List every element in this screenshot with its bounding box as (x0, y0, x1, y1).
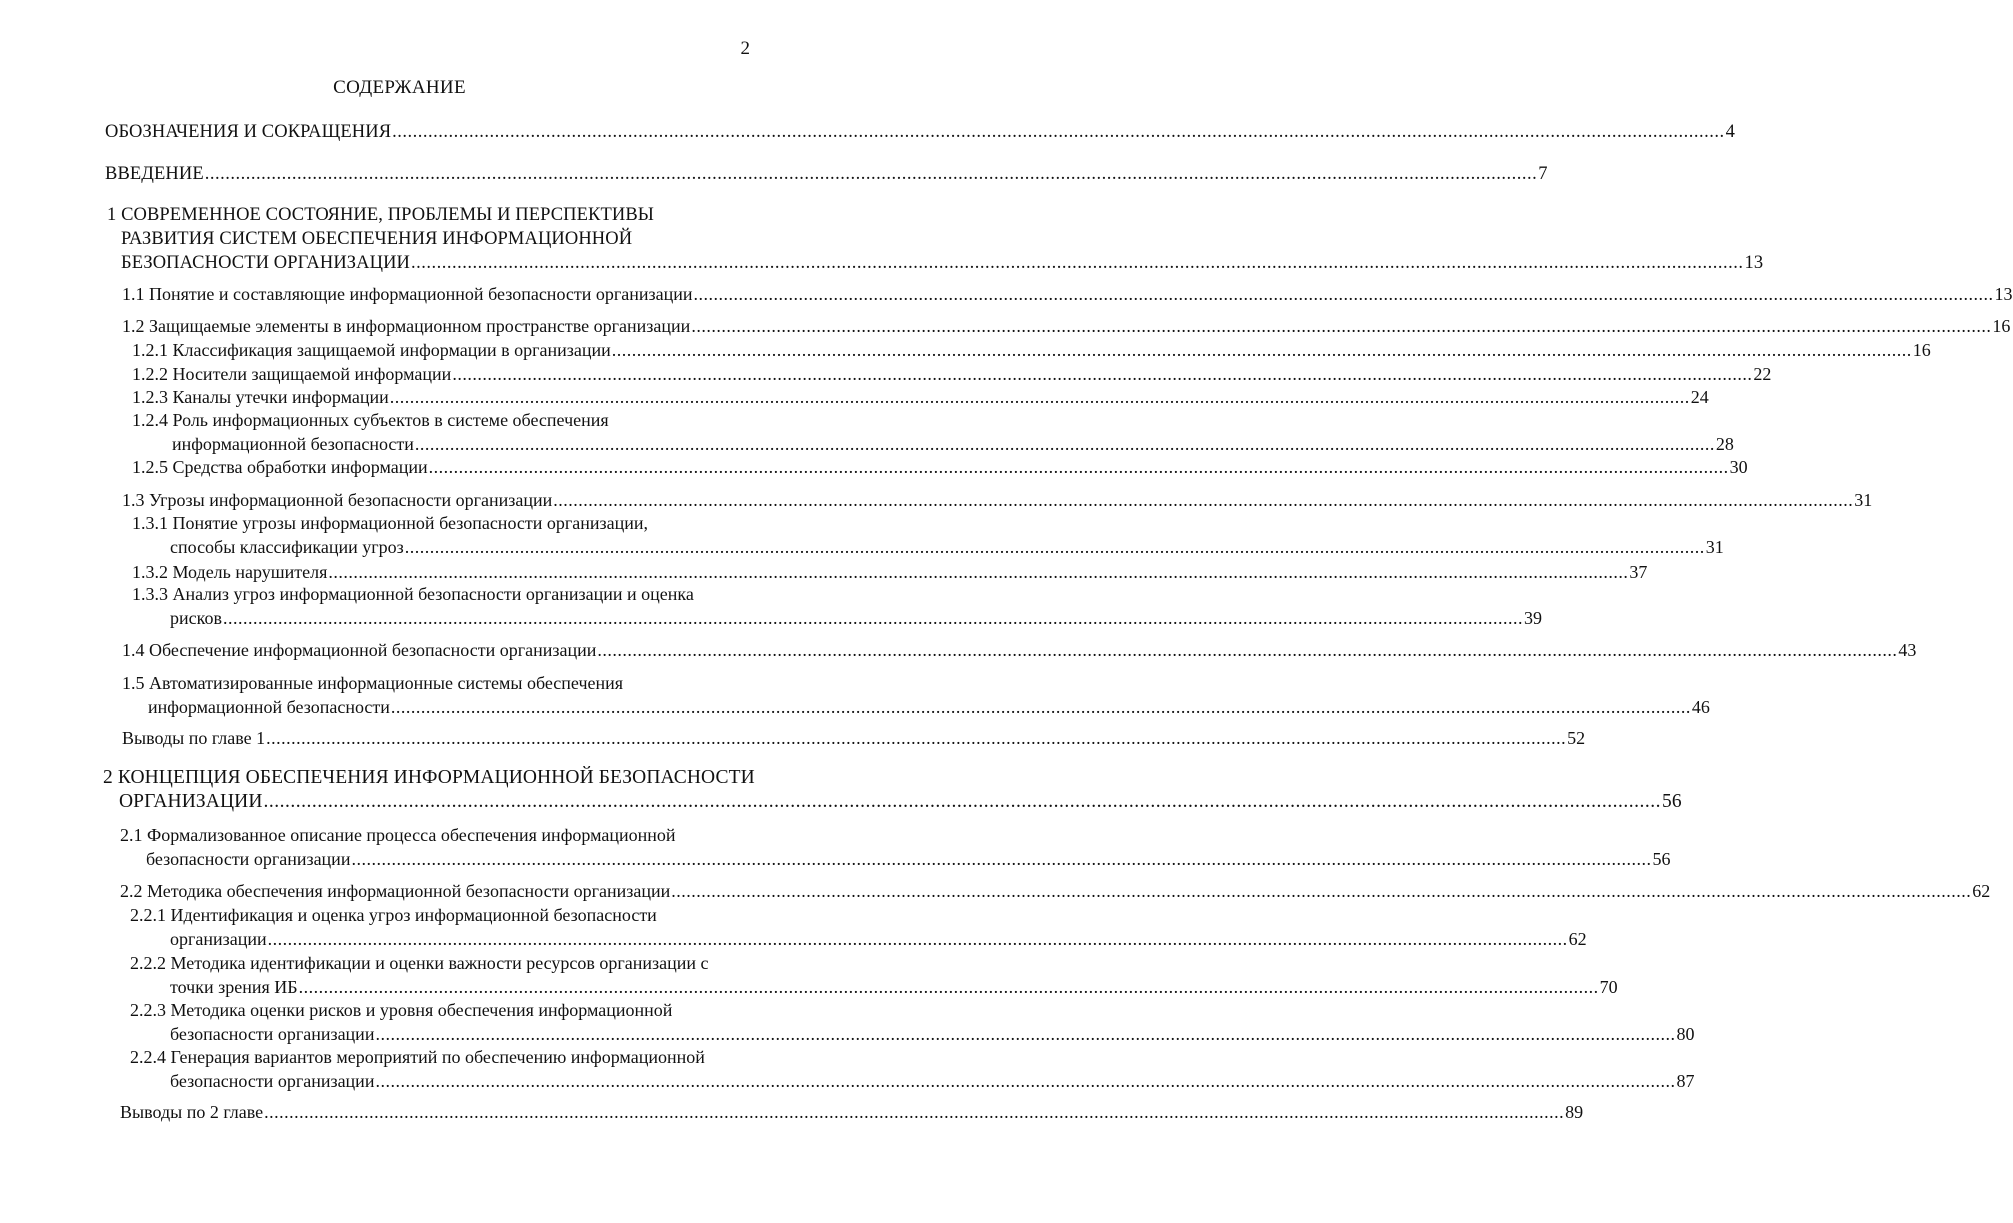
toc-line (122, 282, 2013, 306)
toc-entry (105, 162, 1548, 186)
toc-entry-text: 1.2.4 Роль информационных субъектов в системе обеспечения (132, 410, 609, 430)
toc-entry (130, 1045, 1695, 1093)
toc-entry-text: ВВЕДЕНИЕ (105, 164, 204, 184)
toc-line (122, 671, 753, 695)
dot-leader: .................................................................................................................................................................................................................................................................... (375, 1024, 1676, 1044)
toc-line (103, 790, 1682, 814)
dot-leader: .................................................................................................................................................................................................................................................................... (404, 537, 1705, 557)
toc-line (122, 314, 2011, 338)
toc-page-number: 39 (1523, 608, 1542, 628)
toc-entry-text: 1.2.5 Средства обработки информации (132, 457, 428, 477)
toc-line (132, 408, 753, 432)
toc-entry (122, 638, 1917, 662)
toc-entry-text: 2.2.3 Методика оценки рисков и уровня обеспечения информационной (130, 1000, 673, 1020)
toc-entry (132, 385, 1709, 409)
toc-page-number: 13 (1994, 284, 2013, 304)
toc-entry (105, 120, 1735, 144)
page-title: СОДЕРЖАНИЕ (333, 77, 466, 98)
toc-page-number: 62 (1568, 929, 1587, 949)
toc-entry-text: ОБОЗНАЧЕНИЯ И СОКРАЩЕНИЯ (105, 122, 392, 142)
toc-line (132, 582, 753, 606)
toc-entry (122, 726, 1586, 750)
toc-entry (130, 951, 1618, 999)
toc-entry (132, 582, 1542, 630)
toc-entry-text: 1.3.1 Понятие угрозы информационной безопасности организации, (132, 513, 649, 533)
toc-page-number: 52 (1567, 728, 1586, 748)
toc-line (132, 385, 1709, 409)
toc-entry-text: Выводы по главе 1 (122, 728, 266, 748)
dot-leader: .................................................................................................................................................................................................................................................................... (266, 728, 1567, 748)
toc-entry (122, 488, 1873, 512)
toc-entry-text: 1.2.2 Носители защищаемой информации (132, 364, 452, 384)
toc-entry-text: РАЗВИТИЯ СИСТЕМ ОБЕСПЕЧЕНИЯ ИНФОРМАЦИОННОЙ (121, 229, 633, 249)
toc-line (132, 535, 1724, 559)
toc-entry-text: способы классификации угроз (170, 537, 404, 557)
dot-leader: .................................................................................................................................................................................................................................................................... (671, 881, 1972, 901)
dot-leader: .................................................................................................................................................................................................................................................................... (414, 434, 1715, 454)
toc-line (130, 927, 1587, 951)
toc-entry (120, 879, 1991, 903)
toc-entry-text: 1.5 Автоматизированные информационные системы обеспечения (122, 673, 624, 693)
toc-page-number: 16 (1912, 340, 1931, 360)
toc-line (130, 951, 753, 975)
toc-entry-text: 1.2.1 Классификация защищаемой информации в организации (132, 340, 611, 360)
toc-page-number: 80 (1676, 1024, 1695, 1044)
toc-page-number: 4 (1725, 122, 1735, 142)
toc-page-number: 70 (1599, 977, 1618, 997)
toc-page-number: 62 (1972, 881, 1991, 901)
toc-entry-text: 1 СОВРЕМЕННОЕ СОСТОЯНИЕ, ПРОБЛЕМЫ И ПЕРСПЕКТИВЫ (107, 205, 655, 225)
toc-entry-text: 2.2.2 Методика идентификации и оценки важности ресурсов организации с (130, 953, 709, 973)
toc-entry-text: информационной безопасности (148, 697, 390, 717)
toc-line (107, 227, 753, 251)
toc-page-number: 37 (1629, 562, 1648, 582)
dot-leader: .................................................................................................................................................................................................................................................................... (691, 316, 1992, 336)
page-number: 2 (740, 38, 750, 59)
toc-entry-text: безопасности организации (170, 1024, 375, 1044)
toc-page-number: 31 (1854, 490, 1873, 510)
toc-entry (120, 823, 1671, 871)
dot-leader: .................................................................................................................................................................................................................................................................... (553, 490, 1854, 510)
toc-page-number: 89 (1565, 1102, 1584, 1122)
toc-page-number: 7 (1538, 164, 1548, 184)
toc-line (120, 847, 1671, 871)
toc-line (130, 1045, 753, 1069)
toc-line (132, 511, 753, 535)
toc-line (107, 251, 1764, 275)
toc-entry-text: информационной безопасности (172, 434, 414, 454)
toc-entry (132, 408, 1734, 456)
toc-entry-text: 2.2.1 Идентификация и оценка угроз информационной безопасности (130, 905, 657, 925)
toc-entry-text: 1.4 Обеспечение информационной безопасности организации (122, 640, 597, 660)
toc-entry-text: 2.2 Методика обеспечения информационной безопасности организации (120, 881, 671, 901)
toc-line (130, 998, 753, 1022)
toc-line (120, 1100, 1584, 1124)
toc-entry-text: 1.1 Понятие и составляющие информационной безопасности организации (122, 284, 693, 304)
toc-entry (107, 203, 1764, 275)
toc-entry-text: организации (170, 929, 267, 949)
toc-line (120, 823, 753, 847)
toc-entry (132, 511, 1724, 559)
toc-entry-text: БЕЗОПАСНОСТИ ОРГАНИЗАЦИИ (121, 253, 411, 273)
toc-entry (132, 455, 1748, 479)
toc-line (122, 695, 1710, 719)
toc-entry (122, 671, 1710, 719)
dot-leader: .................................................................................................................................................................................................................................................................... (693, 284, 1994, 304)
toc-line (122, 488, 1873, 512)
toc-line (122, 638, 1917, 662)
dot-leader: .................................................................................................................................................................................................................................................................... (452, 364, 1753, 384)
dot-leader: .................................................................................................................................................................................................................................................................... (411, 253, 1744, 273)
toc-line (130, 1069, 1695, 1093)
toc-entry-text: 1.3.3 Анализ угроз информационной безопасности организации и оценка (132, 584, 694, 604)
toc-entry-text: безопасности организации (170, 1071, 375, 1091)
dot-leader: .................................................................................................................................................................................................................................................................... (390, 697, 1691, 717)
toc-page-number: 28 (1715, 434, 1734, 454)
dot-leader: .................................................................................................................................................................................................................................................................... (611, 340, 1912, 360)
dot-leader: .................................................................................................................................................................................................................................................................... (375, 1071, 1676, 1091)
toc-page-number: 22 (1753, 364, 1772, 384)
dot-leader: .................................................................................................................................................................................................................................................................... (428, 457, 1729, 477)
toc-page-number: 56 (1662, 791, 1682, 812)
dot-leader: .................................................................................................................................................................................................................................................................... (204, 164, 1538, 184)
toc-entry-text: 1.3 Угрозы информационной безопасности организации (122, 490, 553, 510)
toc-entry (122, 314, 2011, 338)
toc-entry (103, 766, 1682, 814)
toc-line (130, 1022, 1695, 1046)
dot-leader: .................................................................................................................................................................................................................................................................... (597, 640, 1898, 660)
toc-line (132, 455, 1748, 479)
toc-entry (130, 998, 1695, 1046)
toc-entry (132, 362, 1772, 386)
toc-entry (130, 903, 1587, 951)
toc-entry-text: 2 КОНЦЕПЦИЯ ОБЕСПЕЧЕНИЯ ИНФОРМАЦИОННОЙ БЕЗОПАСНОСТИ (103, 767, 755, 788)
toc-line (132, 606, 1542, 630)
toc-line (103, 766, 753, 790)
toc-page-number: 24 (1690, 387, 1709, 407)
toc-entry-text: точки зрения ИБ (170, 977, 298, 997)
dot-leader: .................................................................................................................................................................................................................................................................... (298, 977, 1599, 997)
toc-entry-text: 1.2.3 Каналы утечки информации (132, 387, 389, 407)
toc-entry-text: 2.2.4 Генерация вариантов мероприятий по обеспечению информационной (130, 1047, 705, 1067)
toc-entry (132, 560, 1648, 584)
toc-page-number: 13 (1744, 253, 1764, 273)
toc-entry-text: Выводы по 2 главе (120, 1102, 264, 1122)
toc-page-number: 30 (1729, 457, 1748, 477)
dot-leader: .................................................................................................................................................................................................................................................................... (328, 562, 1629, 582)
toc-page-number: 43 (1898, 640, 1917, 660)
toc-entry-text: рисков (170, 608, 222, 628)
dot-leader: .................................................................................................................................................................................................................................................................... (264, 1102, 1565, 1122)
toc-page-number: 31 (1705, 537, 1724, 557)
toc-line (120, 879, 1991, 903)
toc-line (107, 203, 753, 227)
toc-entry (120, 1100, 1584, 1124)
toc-line (132, 432, 1734, 456)
toc-entry-text: 1.2 Защищаемые элементы в информационном пространстве организации (122, 316, 691, 336)
toc-entry-text: 1.3.2 Модель нарушителя (132, 562, 328, 582)
toc-page-number: 87 (1676, 1071, 1695, 1091)
dot-leader: .................................................................................................................................................................................................................................................................... (267, 929, 1568, 949)
dot-leader: .................................................................................................................................................................................................................................................................... (263, 791, 1662, 812)
toc-entry (122, 282, 2013, 306)
dot-leader: .................................................................................................................................................................................................................................................................... (389, 387, 1690, 407)
toc-entry-text: 2.1 Формализованное описание процесса обеспечения информационной (120, 825, 676, 845)
dot-leader: .................................................................................................................................................................................................................................................................... (351, 849, 1652, 869)
toc-entry-text: ОРГАНИЗАЦИИ (119, 791, 263, 812)
toc-page-number: 46 (1691, 697, 1710, 717)
dot-leader: .................................................................................................................................................................................................................................................................... (222, 608, 1523, 628)
toc-line (105, 162, 1548, 186)
dot-leader: .................................................................................................................................................................................................................................................................... (392, 122, 1725, 142)
toc-page-number: 16 (1992, 316, 2011, 336)
toc-line (130, 903, 753, 927)
toc-line (132, 560, 1648, 584)
toc-line (105, 120, 1735, 144)
toc-line (130, 975, 1618, 999)
toc-line (132, 362, 1772, 386)
toc-page-number: 56 (1652, 849, 1671, 869)
toc-entry (132, 338, 1931, 362)
toc-line (132, 338, 1931, 362)
toc-entry-text: безопасности организации (146, 849, 351, 869)
toc-line (122, 726, 1586, 750)
